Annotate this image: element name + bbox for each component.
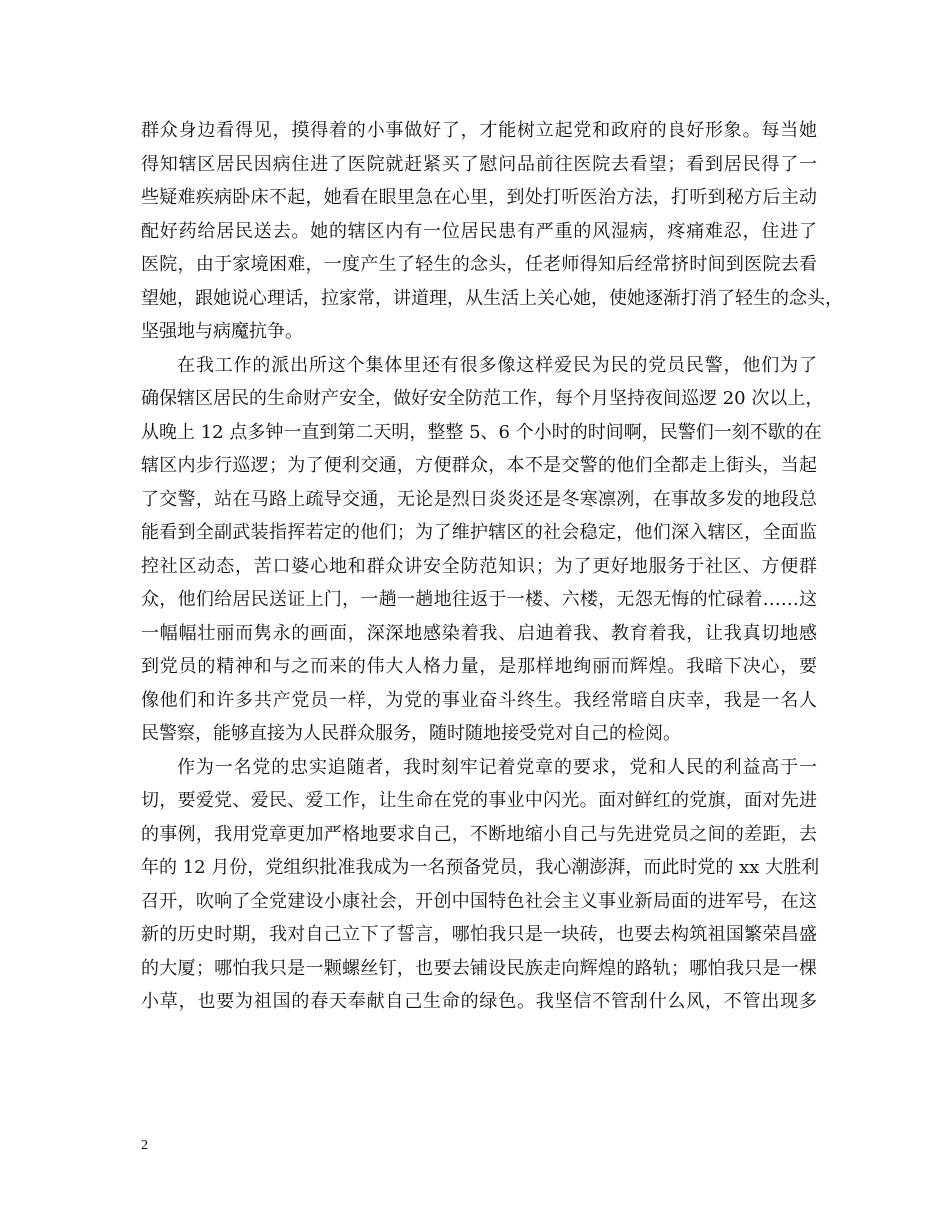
text-line: 从晚上 12 点多钟一直到第二天明，整整 5、6 个小时的时间啊，民警们一刻不歇的在 (141, 421, 822, 443)
text-line: 作为一名党的忠实追随者，我时刻牢记着党章的要求，党和人民的利益高于一 (177, 756, 817, 778)
text-line: 望她，跟她说心理话，拉家常，讲道理，从生活上关心她，使她逐渐打消了轻生的念头， (141, 287, 843, 309)
text-line: 像他们和许多共产党员一样，为党的事业奋斗终生。我经常暗自庆幸，我是一名人 (141, 689, 817, 711)
text-line: 一幅幅壮丽而隽永的画面，深深地感染着我、启迪着我、教育着我，让我真切地感 (141, 622, 817, 644)
text-line: 到党员的精神和与之而来的伟大人格力量，是那样地绚丽而辉煌。我暗下决心，要 (141, 656, 817, 677)
text-line: 群众身边看得见，摸得着的小事做好了，才能树立起党和政府的良好形象。每当她 (141, 120, 817, 141)
text-line: 确保辖区居民的生命财产安全，做好安全防范工作，每个月坚持夜间巡逻 20 次以上， (141, 388, 824, 409)
text-line: 了交警，站在马路上疏导交通，无论是烈日炎炎还是冬寒凛冽，在事故多发的地段总 (141, 488, 817, 510)
body-text (141, 114, 843, 1019)
paragraph (141, 114, 843, 349)
page-number: 2 (141, 1138, 148, 1153)
text-line: 众，他们给居民送证上门，一趟一趟地往返于一楼、六楼，无怨无悔的忙碌着……这 (141, 589, 817, 610)
text-line: 控社区动态，苦口婆心地和群众讲安全防范知识；为了更好地服务于社区、方便群 (141, 555, 817, 577)
text-line: 民警察，能够直接为人民群众服务，随时随地接受党对自己的检阅。 (141, 723, 681, 744)
text-line: 的事例，我用党章更加严格地要求自己，不断地缩小自己与先进党员之间的差距，去 (141, 823, 817, 845)
text-line: 召开，吹响了全党建设小康社会，开创中国特色社会主义事业新局面的进军号，在这 (141, 890, 817, 912)
paragraph (141, 349, 824, 751)
text-line: 医院，由于家境困难，一度产生了轻生的念头，任老师得知后经常挤时间到医院去看 (141, 254, 817, 275)
text-line: 在我工作的派出所这个集体里还有很多像这样爱民为民的党员民警，他们为了 (177, 354, 817, 376)
text-line: 能看到全副武装指挥若定的他们；为了维护辖区的社会稳定，他们深入辖区，全面监 (141, 522, 817, 543)
text-line: 辖区内步行巡逻；为了便利交通，方便群众，本不是交警的他们全都走上街头，当起 (141, 455, 817, 476)
text-line: 坚强地与病魔抗争。 (141, 321, 303, 342)
text-line: 新的历史时期，我对自己立下了誓言，哪怕我只是一块砖，也要去构筑祖国繁荣昌盛 (141, 924, 817, 945)
text-line: 得知辖区居民因病住进了医院就赶紧买了慰问品前往医院去看望；看到居民得了一 (141, 153, 817, 175)
text-line: 些疑难疾病卧床不起，她看在眼里急在心里，到处打听医治方法，打听到秘方后主动 (141, 187, 817, 208)
text-line: 年的 12 月份，党组织批准我成为一名预备党员，我心潮澎湃，而此时党的 xx 大胜利 (141, 857, 820, 878)
text-line: 配好药给居民送去。她的辖区内有一位居民患有严重的风湿病，疼痛难忍，住进了 (141, 220, 817, 242)
text-line: 切，要爱党、爱民、爱工作，让生命在党的事业中闪光。面对鲜红的党旗，面对先进 (141, 790, 817, 811)
paragraph (141, 751, 820, 1019)
text-line: 小草，也要为祖国的春天奉献自己生命的绿色。我坚信不管刮什么风，不管出现多 (141, 991, 817, 1012)
text-line: 的大厦；哪怕我只是一颗螺丝钉，也要去铺设民族走向辉煌的路轨；哪怕我只是一棵 (141, 957, 817, 979)
